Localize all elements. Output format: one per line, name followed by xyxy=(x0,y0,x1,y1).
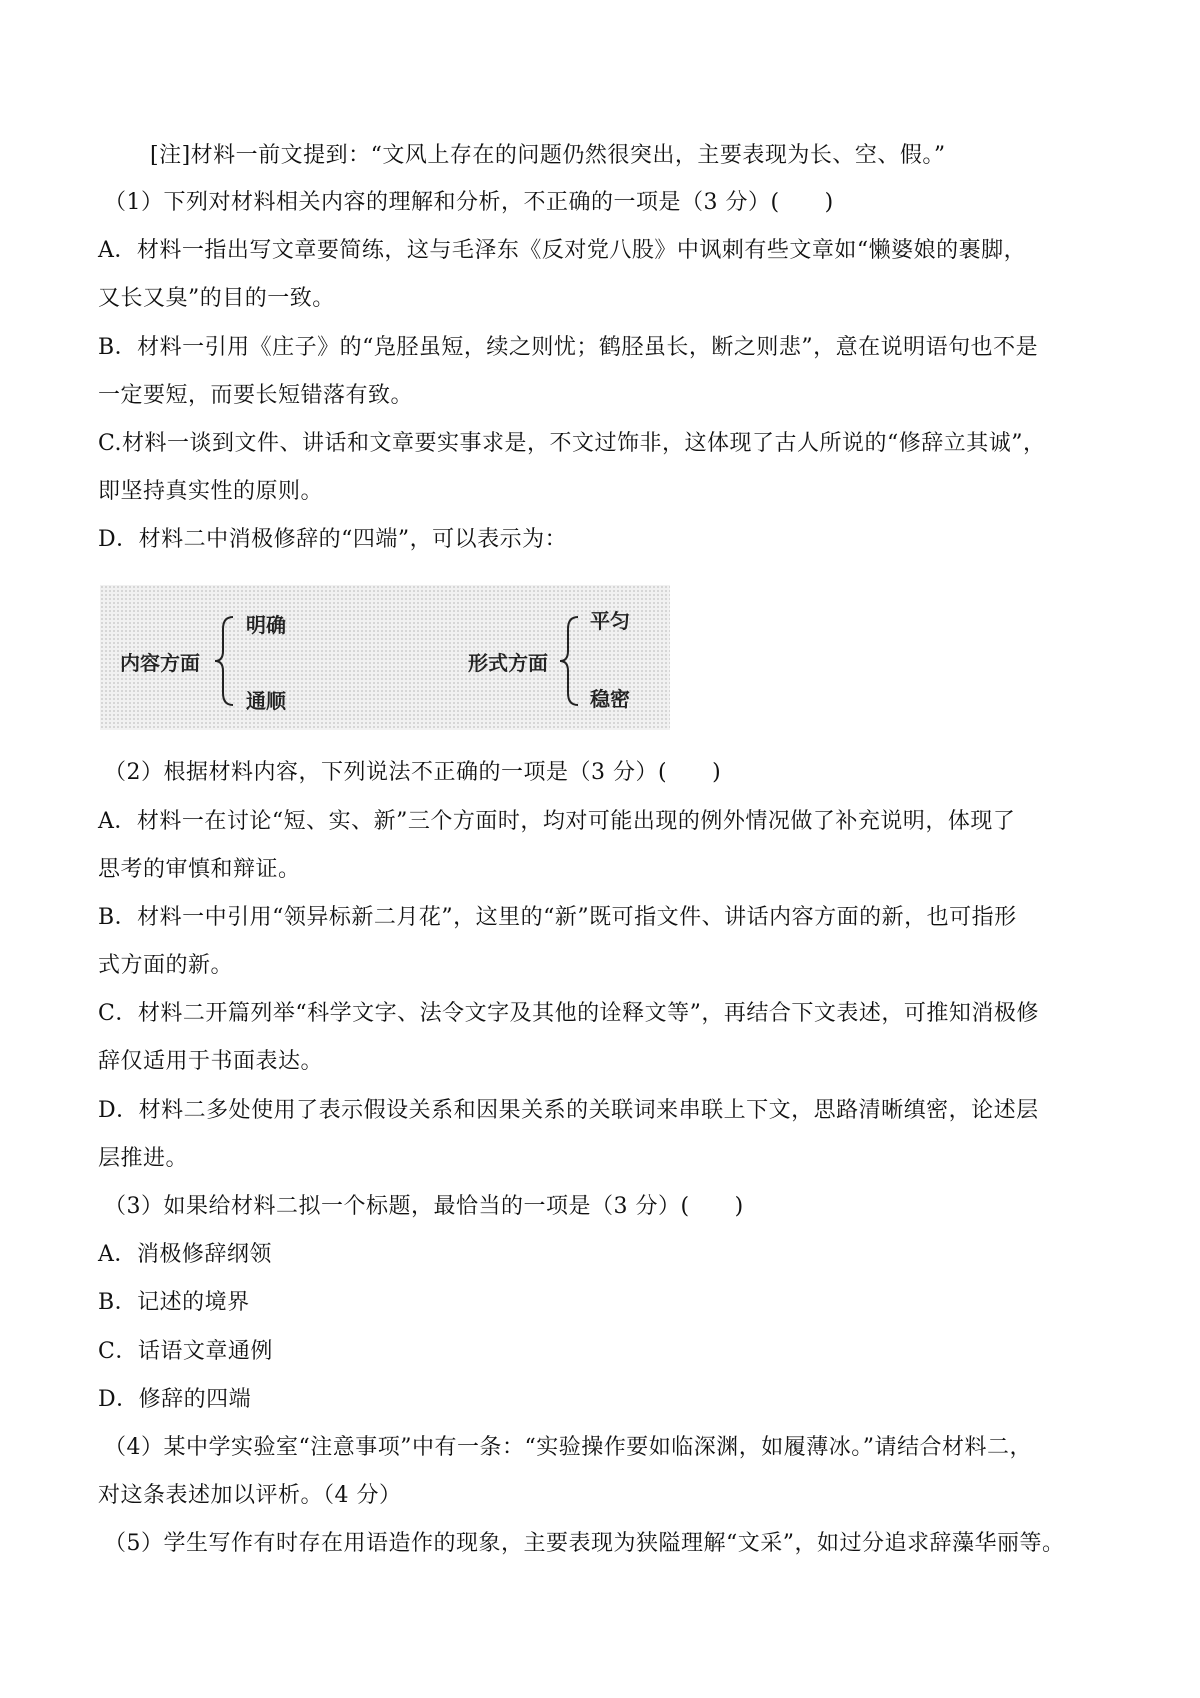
four-ends-diagram xyxy=(100,585,670,730)
question-4-line1: （4）某中学实验室“注意事项”中有一条：“实验操作要如临深渊，如履薄冰。”请结合材料二， xyxy=(104,1435,1032,1460)
question-4-line2: 对这条表述加以评析。（4 分） xyxy=(98,1483,402,1508)
q1-option-c-line2: 即坚持真实性的原则。 xyxy=(98,479,324,504)
diagram-precision: 稳密 xyxy=(590,687,630,711)
q2-option-c-line1: C．材料二开篇列举“科学文字、法令文字及其他的诠释文等”，再结合下文表述，可推知消极修 xyxy=(98,1001,1039,1026)
diagram-content-aspect: 内容方面 xyxy=(120,651,200,675)
diagram-clarity: 明确 xyxy=(246,613,286,637)
question-5-stem: （5）学生写作有时存在用语造作的现象，主要表现为狭隘理解“文采”，如过分追求辞藻华丽等。 xyxy=(104,1531,1065,1556)
q2-option-a-line1: A．材料一在讨论“短、实、新”三个方面时，均对可能出现的例外情况做了补充说明，体现了 xyxy=(98,809,1016,834)
q2-option-b-line2: 式方面的新。 xyxy=(98,953,234,978)
q2-option-d-line2: 层推进。 xyxy=(98,1146,189,1171)
q3-option-c: C．话语文章通例 xyxy=(98,1339,273,1364)
q2-option-a-line2: 思考的审慎和辩证。 xyxy=(98,857,301,882)
q1-option-b-line2: 一定要短，而要长短错落有致。 xyxy=(98,383,414,408)
q1-option-c-line1: C.材料一谈到文件、讲话和文章要实事求是，不文过饰非，这体现了古人所说的“修辞立其诚”， xyxy=(98,431,1046,456)
q2-option-d-line1: D．材料二多处使用了表示假设关系和因果关系的关联词来串联上下文，思路清晰缜密，论述层 xyxy=(98,1098,1039,1123)
note-text: [注]材料一前文提到：“文风上存在的问题仍然很突出，主要表现为长、空、假。” xyxy=(150,143,946,168)
question-3-stem: （3）如果给材料二拟一个标题，最恰当的一项是（3 分）( ) xyxy=(104,1194,744,1219)
question-2-stem: （2）根据材料内容，下列说法不正确的一项是（3 分）( ) xyxy=(104,760,722,785)
q3-option-b: B．记述的境界 xyxy=(98,1290,250,1315)
left-brace-icon xyxy=(213,615,237,707)
q1-option-b-line1: B．材料一引用《庄子》的“凫胫虽短，续之则忧；鹤胫虽长，断之则悲”，意在说明语句也不是 xyxy=(98,335,1039,360)
q1-option-a-line1: A．材料一指出写文章要简练，这与毛泽东《反对党八股》中讽刺有些文章如“懒婆娘的裹脚， xyxy=(98,238,1027,263)
right-brace-icon xyxy=(558,615,582,707)
diagram-evenness: 平匀 xyxy=(590,609,630,633)
q1-option-a-line2: 又长又臭”的目的一致。 xyxy=(98,286,335,311)
question-1-stem: （1）下列对材料相关内容的理解和分析，不正确的一项是（3 分）( ) xyxy=(104,190,834,215)
q1-option-d: D．材料二中消极修辞的“四端”，可以表示为： xyxy=(98,527,568,552)
diagram-fluency: 通顺 xyxy=(246,689,286,713)
q3-option-d: D．修辞的四端 xyxy=(98,1387,252,1412)
diagram-form-aspect: 形式方面 xyxy=(468,651,548,675)
q3-option-a: A．消极修辞纲领 xyxy=(98,1242,272,1267)
q2-option-b-line1: B．材料一中引用“领异标新二月花”，这里的“新”既可指文件、讲话内容方面的新，也可指形 xyxy=(98,905,1017,930)
q2-option-c-line2: 辞仅适用于书面表达。 xyxy=(98,1049,324,1074)
